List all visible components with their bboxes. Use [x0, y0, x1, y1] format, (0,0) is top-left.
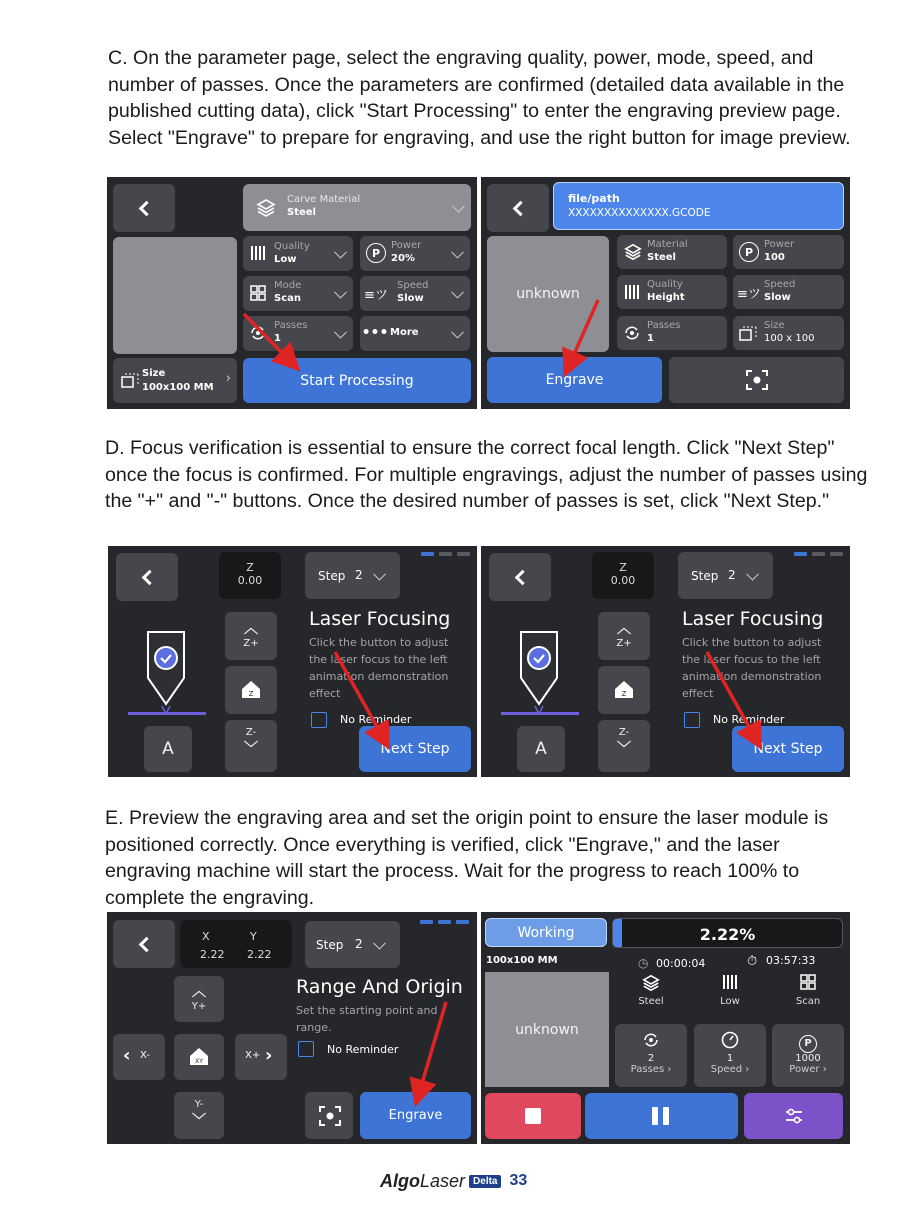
- back-button[interactable]: [116, 553, 178, 601]
- svg-text:Z: Z: [248, 690, 254, 698]
- passes-value: 1: [647, 333, 654, 344]
- auto-focus-button[interactable]: [144, 726, 192, 772]
- start-processing-label: Start Processing: [300, 372, 414, 389]
- parameter-screen: [107, 177, 477, 409]
- quality-value: Low: [274, 254, 297, 265]
- size-value: 100 x 100: [764, 333, 815, 344]
- mode-value: Scan: [274, 293, 301, 304]
- home-z-button[interactable]: [225, 666, 277, 714]
- auto-focus-button[interactable]: [517, 726, 565, 772]
- brand-logo: AlgoLaser: [380, 1170, 466, 1191]
- progress-text: 2.22%: [699, 925, 756, 944]
- material-info: [616, 974, 686, 1018]
- material-label: Material: [647, 239, 688, 250]
- mode-grid-icon: [800, 974, 816, 990]
- more-dots-icon: •••: [361, 325, 389, 341]
- laser-head-illustration: [126, 626, 208, 736]
- speed-label: Speed: [710, 1064, 743, 1075]
- quality-bars-icon: [249, 244, 267, 262]
- passes-value: 1: [274, 333, 281, 344]
- material-cube-icon: [255, 197, 277, 219]
- material-cube-icon: [642, 974, 660, 992]
- speed-gauge-icon: [721, 1031, 739, 1049]
- back-button[interactable]: [113, 184, 175, 232]
- material-label: Carve Material: [287, 194, 361, 205]
- no-reminder-label: No Reminder: [340, 713, 412, 726]
- preview-unknown-text: unknown: [516, 286, 580, 302]
- stop-button[interactable]: [485, 1093, 581, 1139]
- focus-description: Click the button to adjust the laser focus to the left animation demonstration effect: [682, 636, 822, 700]
- settings-button[interactable]: [744, 1093, 843, 1139]
- power-info: [733, 235, 844, 269]
- range-origin-screen: [107, 912, 477, 1144]
- timer-icon: ◷: [638, 956, 649, 970]
- section-c-text: C. On the parameter page, select the engraving quality, power, mode, speed, and number of passes. Once the parameters are confirmed (detailed data available in the published cutting data), click "Start Processing" to enter the engraving preview page. Select "Engrave" to prepare for engraving, and use the right button for image preview.: [108, 47, 851, 149]
- no-reminder-label: No Reminder: [713, 713, 785, 726]
- section-d-text: D. Focus verification is essential to ensure the correct focal length. Click "Next Step" once the focus is confirmed. For multiple engravings, adjust the number of passes using the "+" and "-" buttons. Once the desired number of passes is set, click "Next Step.": [105, 437, 868, 512]
- home-icon: [188, 1045, 210, 1067]
- step-label: Step: [691, 569, 719, 583]
- focus-title: Laser Focusing: [682, 608, 824, 630]
- z-down-button[interactable]: Z- ﹀: [598, 720, 650, 772]
- svg-text:XY: XY: [195, 1058, 203, 1065]
- preview-target-icon: [318, 1104, 342, 1128]
- size-value: 100x100 MM: [486, 955, 558, 966]
- z-up-button[interactable]: ︿ Z+: [598, 612, 650, 660]
- z-readout: [219, 552, 281, 599]
- working-status: [485, 918, 607, 947]
- range-description: Set the starting point and range.: [296, 1004, 438, 1034]
- xy-readout: [180, 920, 292, 968]
- passes-select[interactable]: [243, 316, 353, 351]
- passes-label: Passes: [630, 1064, 665, 1075]
- power-label: Power: [764, 239, 795, 250]
- z-plus-label: Z+: [243, 638, 259, 649]
- y-down-button[interactable]: Y- ﹀: [174, 1092, 224, 1139]
- preview-unknown-text: unknown: [515, 1021, 579, 1038]
- step-value: 2: [728, 568, 736, 582]
- passes-cycle-icon: [623, 324, 641, 342]
- chevron-right-icon: ›: [225, 371, 231, 386]
- remaining-time: 03:57:33: [766, 954, 816, 967]
- preview-area: [487, 236, 609, 352]
- preview-area: [113, 237, 237, 354]
- z-readout: [592, 552, 654, 599]
- image-preview-button[interactable]: [669, 357, 844, 403]
- auto-label: A: [162, 739, 174, 759]
- stopwatch-icon: ⏱: [747, 954, 758, 969]
- power-value: 100: [764, 252, 785, 263]
- power-value: 20%: [391, 253, 415, 264]
- preview-area: [485, 972, 609, 1087]
- material-info: [617, 235, 727, 269]
- power-select[interactable]: [360, 236, 470, 271]
- passes-adjust-button[interactable]: 2 Passes ›: [615, 1024, 687, 1087]
- size-frame-icon: [120, 372, 140, 390]
- passes-cycle-icon: [249, 324, 267, 342]
- speed-runner-icon: ≡ツ: [737, 286, 761, 302]
- passes-label: Passes: [274, 320, 308, 331]
- start-processing-button[interactable]: [243, 358, 471, 403]
- z-minus-label: Z-: [618, 727, 630, 738]
- size-label: Size: [764, 320, 785, 331]
- more-select[interactable]: [360, 316, 470, 351]
- step-select[interactable]: [305, 921, 400, 968]
- progress-bar: [612, 918, 843, 948]
- home-z-button[interactable]: [598, 666, 650, 714]
- size-value: 100x100 MM: [142, 382, 214, 393]
- focus-description: Click the button to adjust the laser focus to the left animation demonstration effect: [309, 636, 449, 700]
- svg-text:Z: Z: [621, 690, 627, 698]
- power-label: Power: [391, 240, 422, 251]
- quality-label: Quality: [647, 279, 683, 290]
- z-label: Z: [246, 561, 254, 574]
- home-xy-button[interactable]: [174, 1034, 224, 1080]
- pause-icon: [652, 1107, 658, 1125]
- step-label: Step: [316, 938, 344, 952]
- step-select[interactable]: [305, 552, 400, 599]
- speed-adjust-button[interactable]: 1 Speed ›: [694, 1024, 766, 1087]
- no-reminder-label: No Reminder: [327, 1043, 399, 1056]
- laser-head-illustration: [499, 626, 581, 736]
- size-label: Size: [142, 368, 166, 379]
- speed-info: [733, 275, 844, 309]
- page-number: 33: [509, 1172, 528, 1189]
- no-reminder-checkbox[interactable]: [311, 712, 327, 728]
- z-plus-label: Z+: [616, 638, 632, 649]
- more-label: More: [390, 327, 419, 338]
- passes-label: Passes: [647, 320, 681, 331]
- x-label: X: [202, 930, 210, 943]
- speed-runner-icon: ≡ツ: [364, 287, 388, 303]
- engrave-button[interactable]: [360, 1092, 471, 1139]
- speed-label: Speed: [397, 280, 429, 291]
- step-value: 2: [355, 568, 363, 582]
- file-label: file/path: [568, 192, 620, 205]
- mode-info: [773, 974, 843, 1018]
- quality-value: Low: [720, 996, 740, 1007]
- file-value: XXXXXXXXXXXXXX.GCODE: [568, 207, 711, 219]
- quality-info: [617, 275, 727, 309]
- back-button[interactable]: [489, 553, 551, 601]
- back-button[interactable]: [487, 184, 549, 232]
- size-frame-icon: [738, 325, 758, 343]
- file-path-box: [553, 182, 844, 230]
- quality-bars-icon: [623, 283, 641, 301]
- size-info: [733, 316, 844, 350]
- material-value: Steel: [287, 207, 316, 218]
- y-value: 2.22: [247, 948, 272, 961]
- z-down-button[interactable]: Z- ﹀: [225, 720, 277, 772]
- home-icon: [613, 678, 635, 700]
- range-title: Range And Origin: [296, 976, 463, 998]
- y-minus-label: Y-: [194, 1099, 204, 1110]
- engrave-preview-screen: [481, 177, 850, 409]
- quality-bars-icon: [722, 974, 738, 990]
- elapsed-time: 00:00:04: [656, 957, 706, 970]
- focus-screen-right: [481, 546, 850, 777]
- engrave-button[interactable]: [487, 357, 662, 403]
- next-step-button[interactable]: [732, 726, 844, 772]
- next-step-label: Next Step: [380, 741, 450, 757]
- passes-cycle-icon: [642, 1031, 660, 1049]
- footer: [380, 1170, 527, 1192]
- x-plus-label: X+: [245, 1050, 261, 1061]
- z-minus-label: Z-: [245, 727, 257, 738]
- x-minus-label: X-: [140, 1050, 150, 1061]
- power-p-icon: P: [799, 1035, 817, 1053]
- power-adjust-button[interactable]: P 1000 Power ›: [772, 1024, 844, 1087]
- working-screen: [481, 912, 850, 1144]
- speed-label: Speed: [764, 279, 796, 290]
- size-button[interactable]: [113, 358, 237, 403]
- sliders-icon: [783, 1105, 805, 1127]
- quality-label: Quality: [274, 241, 310, 252]
- focus-screen-left: [108, 546, 477, 777]
- no-reminder-checkbox[interactable]: [684, 712, 700, 728]
- next-step-label: Next Step: [753, 741, 823, 757]
- passes-value: 2: [647, 1053, 655, 1064]
- passes-info: [617, 316, 727, 350]
- material-cube-icon: [623, 242, 643, 262]
- section-e-text: E. Preview the engraving area and set the origin point to ensure the laser module is positioned correctly. Once everything is verified, click "Engrave," and the laser engraving machine will start the process. Wait for the progress to reach 100% to complete the engraving.: [105, 807, 829, 909]
- speed-value: Slow: [397, 293, 424, 304]
- engrave-label: Engrave: [545, 372, 604, 388]
- power-label: Power: [789, 1064, 820, 1075]
- mode-select[interactable]: [243, 276, 353, 311]
- z-label: Z: [619, 561, 627, 574]
- working-label: Working: [517, 924, 575, 941]
- x-value: 2.22: [200, 948, 225, 961]
- auto-label: A: [535, 739, 547, 759]
- material-value: Steel: [638, 996, 664, 1007]
- mode-label: Mode: [274, 280, 302, 291]
- y-up-button[interactable]: ︿ Y+: [174, 976, 224, 1022]
- focus-title: Laser Focusing: [309, 608, 451, 630]
- delta-badge: Delta: [469, 1175, 501, 1188]
- mode-value: Scan: [795, 996, 821, 1007]
- speed-select[interactable]: [360, 276, 470, 311]
- power-p-icon: P: [739, 242, 759, 262]
- preview-frame-button[interactable]: [305, 1092, 353, 1139]
- speed-value: Slow: [764, 292, 791, 303]
- step-label: Step: [318, 569, 346, 583]
- quality-info: [695, 974, 765, 1018]
- step-value: 2: [355, 937, 363, 951]
- z-up-button[interactable]: ︿ Z+: [225, 612, 277, 660]
- z-value: 0.00: [610, 574, 636, 587]
- next-step-button[interactable]: [359, 726, 471, 772]
- pause-button[interactable]: [585, 1093, 738, 1139]
- preview-target-icon: [745, 368, 769, 392]
- step-select[interactable]: [678, 552, 773, 599]
- material-value: Steel: [647, 252, 676, 263]
- speed-value: 1: [726, 1053, 734, 1064]
- carve-material-select[interactable]: [243, 184, 471, 231]
- stop-icon: [525, 1108, 541, 1124]
- power-p-icon: P: [366, 243, 386, 263]
- z-value: 0.00: [237, 574, 263, 587]
- back-button[interactable]: [113, 920, 175, 968]
- no-reminder-checkbox[interactable]: [298, 1041, 314, 1057]
- x-right-button[interactable]: X+ ›: [235, 1034, 287, 1080]
- y-label: Y: [250, 930, 257, 943]
- home-icon: [240, 678, 262, 700]
- y-plus-label: Y+: [191, 1001, 207, 1012]
- quality-select[interactable]: [243, 236, 353, 271]
- power-value: 1000: [795, 1053, 821, 1064]
- x-left-button[interactable]: ‹ X-: [113, 1034, 165, 1080]
- mode-grid-icon: [249, 284, 267, 302]
- quality-value: Height: [647, 292, 685, 303]
- engrave-label: Engrave: [388, 1108, 443, 1123]
